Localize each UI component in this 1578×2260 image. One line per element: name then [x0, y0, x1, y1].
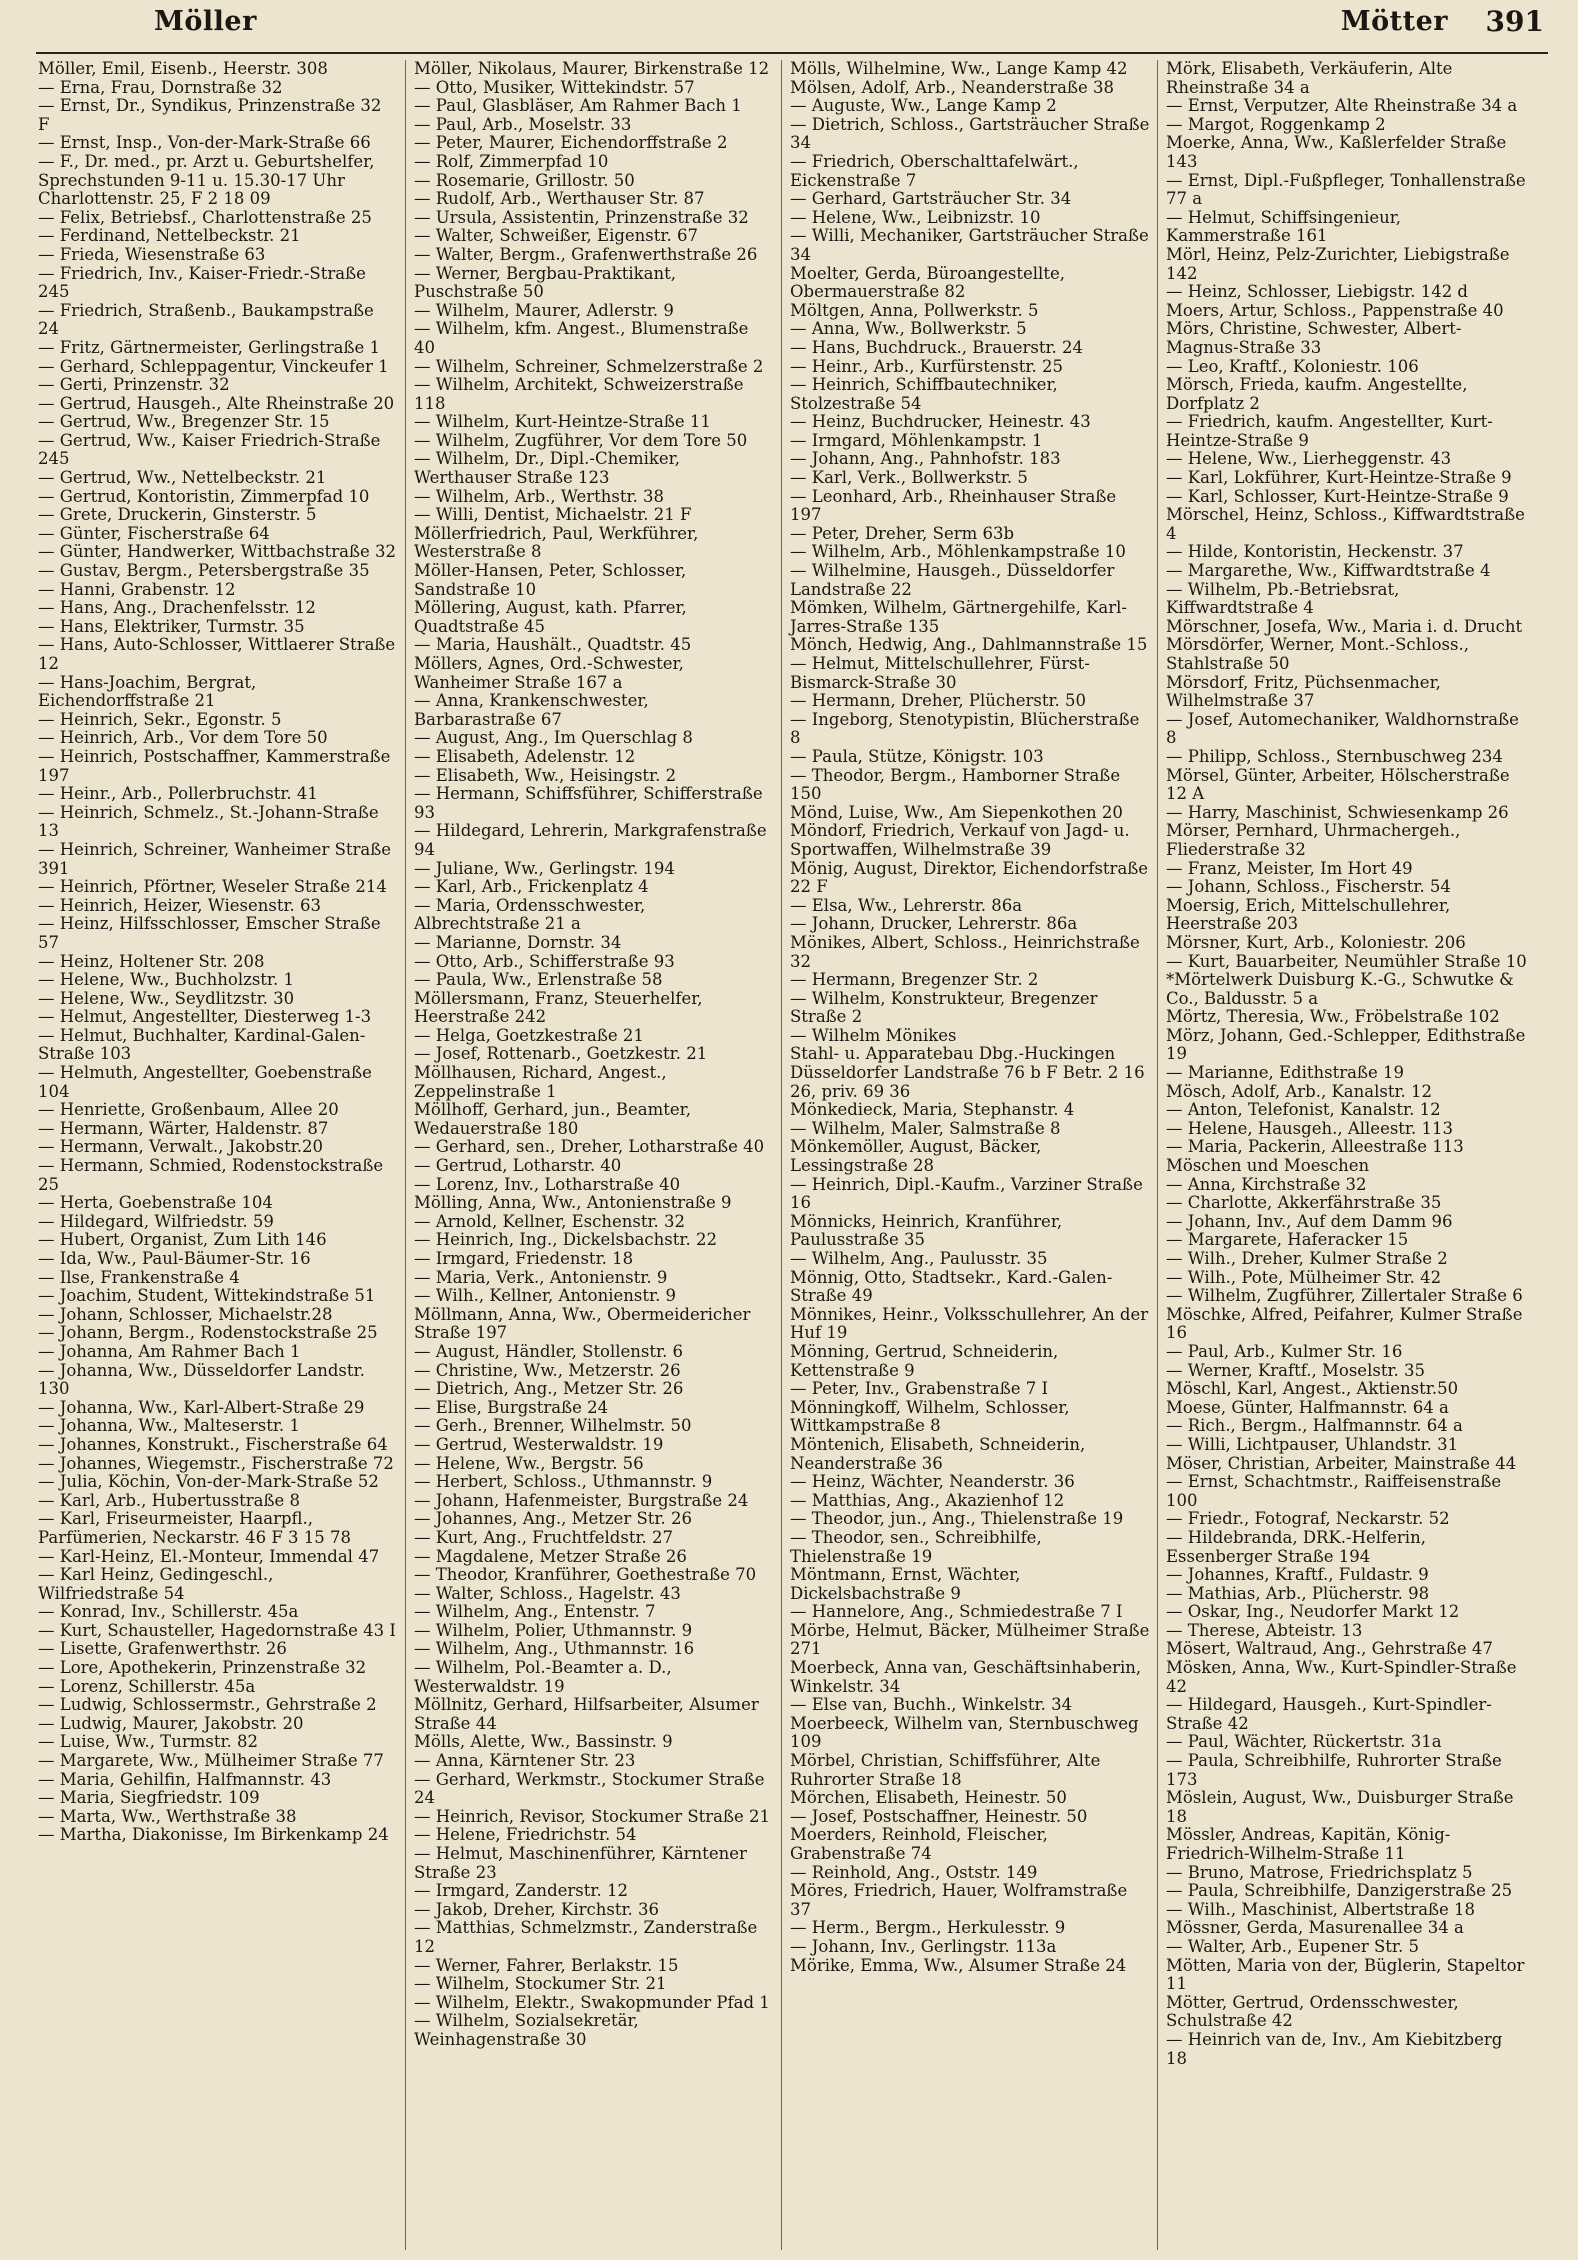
directory-column-3: Mölls, Wilhelmine, Ww., Lange Kamp 42 Mölsen, Adolf, Arb., Neanderstraße 38 — Auguste, Ww., Lange Kamp 2 — Dietrich, Schloss., Gartsträucher Straße 34 — Friedrich, Oberschalttafelwärt., Eickenstraße 7 — Gerhard, Gartsträucher Str. 34 — Helene, Ww., Leibnizstr. 10 — Willi, Mechaniker, Gartsträucher Straße 34 Moelter, Gerda, Büroangestellte, Obermauerstraße 82 Möltgen, Anna, Pollwerkstr. 5 — Anna, Ww., Bollwerkstr. 5 — Hans, Buchdruck., Brauerstr. 24 — Heinr., Arb., Kurfürstenstr. 25 — Heinrich, Schiffbautechniker, Stolzestraße 54 — Heinz, Buchdrucker, Heinestr. 43 — Irmgard, Möhlenkampstr. 1 — Johann, Ang., Pahnhofstr. 183 — Karl, Verk., Bollwerkstr. 5 — Leonhard, Arb., Rheinhauser Straße 197 — Peter, Dreher, Serm 63b — Wilhelm, Arb., Möhlenkampstraße 10 — Wilhelmine, Hausgeh., Düsseldorfer Landstraße 22 Mömken, Wilhelm, Gärtnergehilfe, Karl-Jarres-Straße 135 Mönch, Hedwig, Ang., Dahlmannstraße 15 — Helmut, Mittelschullehrer, Fürst-Bismarck-Straße 30 — Hermann, Dreher, Plücherstr. 50 — Ingeborg, Stenotypistin, Blücherstraße 8 — Paula, Stütze, Königstr. 103 — Theodor, Bergm., Hamborner Straße 150 Mönd, Luise, Ww., Am Siepenkothen 20 Möndorf, Friedrich, Verkauf von Jagd- u. Sportwaffen, Wilhelmstraße 39 Mönig, August, Direktor, Eichendorfstraße 22 F — Elsa, Ww., Lehrerstr. 86a — Johann, Drucker, Lehrerstr. 86a Mönikes, Albert, Schloss., Heinrichstraße 32 — Hermann, Bregenzer Str. 2 — Wilhelm, Konstrukteur, Bregenzer Straße 2 — Wilhelm Mönikes Stahl- u. Apparatebau Dbg.-Huckingen Düsseldorfer Landstraße 76 b F Betr. 2 16 26, priv. 69 36 Mönkedieck, Maria, Stephanstr. 4 — Wilhelm, Maler, Salmstraße 8 Mönkemöller, August, Bäcker, Lessingstraße 28 — Heinrich, Dipl.-Kaufm., Varziner Straße 16 Mönnicks, Heinrich, Kranführer, Paulusstraße 35 — Wilhelm, Ang., Paulusstr. 35 Mönnig, Otto, Stadtsekr., Kard.-Galen-Straße 49 Mönnikes, Heinr., Volksschullehrer, An der Huf 19 Mönning, Gertrud, Schneiderin, Kettenstraße 9 — Peter, Inv., Grabenstraße 7 I Mönningkoff, Wilhelm, Schlosser, Wittkampstraße 8 Möntenich, Elisabeth, Schneiderin, Neanderstraße 36 — Heinz, Wächter, Neanderstr. 36 — Matthias, Ang., Akazienhof 12 — Theodor, jun., Ang., Thielenstraße 19 — Theodor, sen., Schreibhilfe, Thielenstraße 19 Möntmann, Ernst, Wächter, Dickelsbachstraße 9 — Hannelore, Ang., Schmiedestraße 7 I Mörbe, Helmut, Bäcker, Mülheimer Straße 271 Moerbeck, Anna van, Geschäftsinhaberin, Winkelstr. 34 — Else van, Buchh., Winkelstr. 34 Moerbeeck, Wilhelm van, Sternbuschweg 109 Mörbel, Christian, Schiffsführer, Alte Ruhrorter Straße 18 Mörchen, Elisabeth, Heinestr. 50 — Josef, Postschaffner, Heinestr. 50 Moerders, Reinhold, Fleischer, Grabenstraße 74 — Reinhold, Ang., Oststr. 149 Möres, Friedrich, Hauer, Wolframstraße 37 — Herm., Bergm., Herkulesstr. 9 — Johann, Inv., Gerlingstr. 113a Mörike, Emma, Ww., Alsumer Straße 24	[782, 60, 1158, 2250]
header-right-keyword: Mötter	[1340, 6, 1448, 37]
directory-column-2: Möller, Nikolaus, Maurer, Birkenstraße 12 — Otto, Musiker, Wittekindstr. 57 — Paul, Glasbläser, Am Rahmer Bach 1 — Paul, Arb., Moselstr. 33 — Peter, Maurer, Eichendorffstraße 2 — Rolf, Zimmerpfad 10 — Rosemarie, Grillostr. 50 — Rudolf, Arb., Werthauser Str. 87 — Ursula, Assistentin, Prinzenstraße 32 — Walter, Schweißer, Eigenstr. 67 — Walter, Bergm., Grafenwerthstraße 26 — Werner, Bergbau-Praktikant, Puschstraße 50 — Wilhelm, Maurer, Adlerstr. 9 — Wilhelm, kfm. Angest., Blumenstraße 40 — Wilhelm, Schreiner, Schmelzerstraße 2 — Wilhelm, Architekt, Schweizerstraße 118 — Wilhelm, Kurt-Heintze-Straße 11 — Wilhelm, Zugführer, Vor dem Tore 50 — Wilhelm, Dr., Dipl.-Chemiker, Werthauser Straße 123 — Wilhelm, Arb., Werthstr. 38 — Willi, Dentist, Michaelstr. 21 F Möllerfriedrich, Paul, Werkführer, Westerstraße 8 Möller-Hansen, Peter, Schlosser, Sandstraße 10 Möllering, August, kath. Pfarrer, Quadtstraße 45 — Maria, Haushält., Quadtstr. 45 Möllers, Agnes, Ord.-Schwester, Wanheimer Straße 167 a — Anna, Krankenschwester, Barbarastraße 67 — August, Ang., Im Querschlag 8 — Elisabeth, Adelenstr. 12 — Elisabeth, Ww., Heisingstr. 2 — Hermann, Schiffsführer, Schifferstraße 93 — Hildegard, Lehrerin, Markgrafenstraße 94 — Juliane, Ww., Gerlingstr. 194 — Karl, Arb., Frickenplatz 4 — Maria, Ordensschwester, Albrechtstraße 21 a — Marianne, Dornstr. 34 — Otto, Arb., Schifferstraße 93 — Paula, Ww., Erlenstraße 58 Möllersmann, Franz, Steuerhelfer, Heerstraße 242 — Helga, Goetzkestraße 21 — Josef, Rottenarb., Goetzkestr. 21 Möllhausen, Richard, Angest., Zeppelinstraße 1 Möllhoff, Gerhard, jun., Beamter, Wedauerstraße 180 — Gerhard, sen., Dreher, Lotharstraße 40 — Gertrud, Lotharstr. 40 — Lorenz, Inv., Lotharstraße 40 Mölling, Anna, Ww., Antonienstraße 9 — Arnold, Kellner, Eschenstr. 32 — Heinrich, Ing., Dickelsbachstr. 22 — Irmgard, Friedenstr. 18 — Maria, Verk., Antonienstr. 9 — Wilh., Kellner, Antonienstr. 9 Möllmann, Anna, Ww., Obermeidericher Straße 197 — August, Händler, Stollenstr. 6 — Christine, Ww., Metzerstr. 26 — Dietrich, Ang., Metzer Str. 26 — Elise, Burgstraße 24 — Gerh., Brenner, Wilhelmstr. 50 — Gertrud, Westerwaldstr. 19 — Helene, Ww., Bergstr. 56 — Herbert, Schloss., Uthmannstr. 9 — Johann, Hafenmeister, Burgstraße 24 — Johannes, Ang., Metzer Str. 26 — Kurt, Ang., Fruchtfeldstr. 27 — Magdalene, Metzer Straße 26 — Theodor, Kranführer, Goethestraße 70 — Walter, Schloss., Hagelstr. 43 — Wilhelm, Ang., Entenstr. 7 — Wilhelm, Polier, Uthmannstr. 9 — Wilhelm, Ang., Uthmannstr. 16 — Wilhelm, Pol.-Beamter a. D., Westerwaldstr. 19 Möllnitz, Gerhard, Hilfsarbeiter, Alsumer Straße 44 Mölls, Alette, Ww., Bassinstr. 9 — Anna, Kärntener Str. 23 — Gerhard, Werkmstr., Stockumer Straße 24 — Heinrich, Revisor, Stockumer Straße 21 — Helene, Friedrichstr. 54 — Helmut, Maschinenführer, Kärntener Straße 23 — Irmgard, Zanderstr. 12 — Jakob, Dreher, Kirchstr. 36 — Matthias, Schmelzmstr., Zanderstraße 12 — Werner, Fahrer, Berlakstr. 15 — Wilhelm, Stockumer Str. 21 — Wilhelm, Elektr., Swakopmunder Pfad 1 — Wilhelm, Sozialsekretär, Weinhagenstraße 30	[406, 60, 782, 2250]
page-header	[36, 0, 1548, 54]
page-number: 391	[1485, 5, 1544, 38]
directory-column-1: Möller, Emil, Eisenb., Heerstr. 308 — Erna, Frau, Dornstraße 32 — Ernst, Dr., Syndikus, Prinzenstraße 32 F — Ernst, Insp., Von-der-Mark-Straße 66 — F., Dr. med., pr. Arzt u. Geburtshelfer, Sprechstunden 9-11 u. 15.30-17 Uhr Charlottenstr. 25, F 2 18 09 — Felix, Betriebsf., Charlottenstraße 25 — Ferdinand, Nettelbeckstr. 21 — Frieda, Wiesenstraße 63 — Friedrich, Inv., Kaiser-Friedr.-Straße 245 — Friedrich, Straßenb., Baukampstraße 24 — Fritz, Gärtnermeister, Gerlingstraße 1 — Gerhard, Schleppagentur, Vinckeufer 1 — Gerti, Prinzenstr. 32 — Gertrud, Hausgeh., Alte Rheinstraße 20 — Gertrud, Ww., Bregenzer Str. 15 — Gertrud, Ww., Kaiser Friedrich-Straße 245 — Gertrud, Ww., Nettelbeckstr. 21 — Gertrud, Kontoristin, Zimmerpfad 10 — Grete, Druckerin, Ginsterstr. 5 — Günter, Fischerstraße 64 — Günter, Handwerker, Wittbachstraße 32 — Gustav, Bergm., Petersbergstraße 35 — Hanni, Grabenstr. 12 — Hans, Ang., Drachenfelsstr. 12 — Hans, Elektriker, Turmstr. 35 — Hans, Auto-Schlosser, Wittlaerer Straße 12 — Hans-Joachim, Bergrat, Eichendorffstraße 21 — Heinrich, Sekr., Egonstr. 5 — Heinrich, Arb., Vor dem Tore 50 — Heinrich, Postschaffner, Kammerstraße 197 — Heinr., Arb., Pollerbruchstr. 41 — Heinrich, Schmelz., St.-Johann-Straße 13 — Heinrich, Schreiner, Wanheimer Straße 391 — Heinrich, Pförtner, Weseler Straße 214 — Heinrich, Heizer, Wiesenstr. 63 — Heinz, Hilfsschlosser, Emscher Straße 57 — Heinz, Holtener Str. 208 — Helene, Ww., Buchholzstr. 1 — Helene, Ww., Seydlitzstr. 30 — Helmut, Angestellter, Diesterweg 1-3 — Helmut, Buchhalter, Kardinal-Galen-Straße 103 — Helmuth, Angestellter, Goebenstraße 104 — Henriette, Großenbaum, Allee 20 — Hermann, Wärter, Haldenstr. 87 — Hermann, Verwalt., Jakobstr.20 — Hermann, Schmied, Rodenstockstraße 25 — Herta, Goebenstraße 104 — Hildegard, Wilfriedstr. 59 — Hubert, Organist, Zum Lith 146 — Ida, Ww., Paul-Bäumer-Str. 16 — Ilse, Frankenstraße 4 — Joachim, Student, Wittekindstraße 51 — Johann, Schlosser, Michaelstr.28 — Johann, Bergm., Rodenstockstraße 25 — Johanna, Am Rahmer Bach 1 — Johanna, Ww., Düsseldorfer Landstr. 130 — Johanna, Ww., Karl-Albert-Straße 29 — Johanna, Ww., Malteserstr. 1 — Johannes, Konstrukt., Fischerstraße 64 — Johannes, Wiegemstr., Fischerstraße 72 — Julia, Köchin, Von-der-Mark-Straße 52 — Karl, Arb., Hubertusstraße 8 — Karl, Friseurmeister, Haarpfl., Parfümerien, Neckarstr. 46 F 3 15 78 — Karl-Heinz, El.-Monteur, Immendal 47 — Karl Heinz, Gedingeschl., Wilfriedstraße 54 — Konrad, Inv., Schillerstr. 45a — Kurt, Schausteller, Hagedornstraße 43 I — Lisette, Grafenwerthstr. 26 — Lore, Apothekerin, Prinzenstraße 32 — Lorenz, Schillerstr. 45a — Ludwig, Schlossermstr., Gehrstraße 2 — Ludwig, Maurer, Jakobstr. 20 — Luise, Ww., Turmstr. 82 — Margarete, Ww., Mülheimer Straße 77 — Maria, Gehilfin, Halfmannstr. 43 — Maria, Siegfriedstr. 109 — Marta, Ww., Werthstraße 38 — Martha, Diakonisse, Im Birkenkamp 24	[30, 60, 406, 2250]
directory-column-4: Mörk, Elisabeth, Verkäuferin, Alte Rheinstraße 34 a — Ernst, Verputzer, Alte Rheinstraße 34 a — Margot, Roggenkamp 2 Moerke, Anna, Ww., Kaßlerfelder Straße 143 — Ernst, Dipl.-Fußpfleger, Tonhallenstraße 77 a — Helmut, Schiffsingenieur, Kammerstraße 161 Mörl, Heinz, Pelz-Zurichter, Liebigstraße 142 — Heinz, Schlosser, Liebigstr. 142 d Moers, Artur, Schloss., Pappenstraße 40 Mörs, Christine, Schwester, Albert-Magnus-Straße 33 — Leo, Kraftf., Koloniestr. 106 Mörsch, Frieda, kaufm. Angestellte, Dorfplatz 2 — Friedrich, kaufm. Angestellter, Kurt-Heintze-Straße 9 — Helene, Ww., Lierheggenstr. 43 — Karl, Lokführer, Kurt-Heintze-Straße 9 — Karl, Schlosser, Kurt-Heintze-Straße 9 Mörschel, Heinz, Schloss., Kiffwardtstraße 4 — Hilde, Kontoristin, Heckenstr. 37 — Margarethe, Ww., Kiffwardtstraße 4 — Wilhelm, Pb.-Betriebsrat, Kiffwardtstraße 4 Mörschner, Josefa, Ww., Maria i. d. Drucht Mörsdörfer, Werner, Mont.-Schloss., Stahlstraße 50 Mörsdorf, Fritz, Püchsenmacher, Wilhelmstraße 37 — Josef, Automechaniker, Waldhornstraße 8 — Philipp, Schloss., Sternbuschweg 234 Mörsel, Günter, Arbeiter, Hölscherstraße 12 A — Harry, Maschinist, Schwiesenkamp 26 Mörser, Pernhard, Uhrmachergeh., Fliederstraße 32 — Franz, Meister, Im Hort 49 — Johann, Schloss., Fischerstr. 54 Moersig, Erich, Mittelschullehrer, Heerstraße 203 Mörsner, Kurt, Arb., Koloniestr. 206 — Kurt, Bauarbeiter, Neumühler Straße 10 *Mörtelwerk Duisburg K.-G., Schwutke & Co., Baldusstr. 5 a Mörtz, Theresia, Ww., Fröbelstraße 102 Mörz, Johann, Ged.-Schlepper, Edithstraße 19 — Marianne, Edithstraße 19 Mösch, Adolf, Arb., Kanalstr. 12 — Anton, Telefonist, Kanalstr. 12 — Helene, Hausgeh., Alleestr. 113 — Maria, Packerin, Alleestraße 113 Möschen und Moeschen — Anna, Kirchstraße 32 — Charlotte, Akkerfährstraße 35 — Johann, Inv., Auf dem Damm 96 — Margarete, Haferacker 15 — Wilh., Dreher, Kulmer Straße 2 — Wilh., Pote, Mülheimer Str. 42 — Wilhelm, Zugführer, Zillertaler Straße 6 Möschke, Alfred, Peifahrer, Kulmer Straße 16 — Paul, Arb., Kulmer Str. 16 — Werner, Kraftf., Moselstr. 35 Möschl, Karl, Angest., Aktienstr.50 Moese, Günter, Halfmannstr. 64 a — Rich., Bergm., Halfmannstr. 64 a — Willi, Lichtpauser, Uhlandstr. 31 Möser, Christian, Arbeiter, Mainstraße 44 — Ernst, Schachtmstr., Raiffeisenstraße 100 — Friedr., Fotograf, Neckarstr. 52 — Hildebranda, DRK.-Helferin, Essenberger Straße 194 — Johannes, Kraftf., Fuldastr. 9 — Mathias, Arb., Plücherstr. 98 — Oskar, Ing., Neudorfer Markt 12 — Therese, Abteistr. 13 Mösert, Waltraud, Ang., Gehrstraße 47 Mösken, Anna, Ww., Kurt-Spindler-Straße 42 — Hildegard, Hausgeh., Kurt-Spindler-Straße 42 — Paul, Wächter, Rückertstr. 31a — Paula, Schreibhilfe, Ruhrorter Straße 173 Möslein, August, Ww., Duisburger Straße 18 Mössler, Andreas, Kapitän, König-Friedrich-Wilhelm-Straße 11 — Bruno, Matrose, Friedrichsplatz 5 — Paula, Schreibhilfe, Danzigerstraße 25 — Wilh., Maschinist, Albertstraße 18 Mössner, Gerda, Masurenallee 34 a — Walter, Arb., Eupener Str. 5 Mötten, Maria von der, Büglerin, Stapeltor 11 Mötter, Gertrud, Ordensschwester, Schulstraße 42 — Heinrich van de, Inv., Am Kiebitzberg 18	[1166, 60, 1527, 2068]
directory-columns	[30, 60, 1554, 2250]
header-left-keyword: Möller	[154, 6, 257, 37]
